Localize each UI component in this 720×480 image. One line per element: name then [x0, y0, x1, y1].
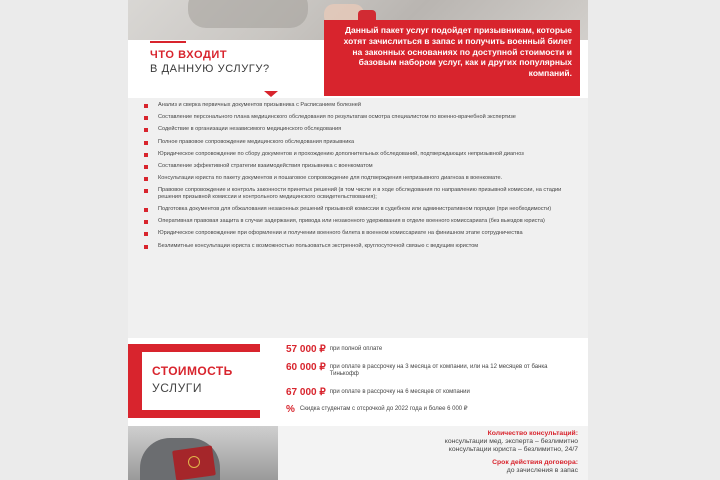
price-title-line1: СТОИМОСТЬ: [152, 364, 233, 378]
list-item-text: Составление эффективной стратегии взаимодействия призывника с военкоматом: [158, 162, 373, 169]
bullet-icon: [144, 153, 148, 157]
list-item-text: Содействие в организации независимого медицинского обследования: [158, 126, 342, 133]
list-item-text: Юридическое сопровождение при оформлении и получении военного билета в военном комиссариате на финишном этапе сотрудничества: [158, 230, 523, 237]
bullet-icon: [144, 208, 148, 212]
list-item: [144, 230, 574, 237]
price-amount: 60 000 ₽: [286, 362, 326, 373]
consult-heading: Количество консультаций:: [487, 430, 578, 437]
list-item: [144, 151, 574, 158]
included-heading: [128, 40, 324, 90]
list-item-text: Составление персонального плана медицинского обследования по результатам осмотра специалистом по военно-врачебной экспертизе: [158, 114, 516, 121]
list-item: [144, 206, 574, 213]
services-list: [128, 98, 588, 338]
term-line: до зачисления в запас: [506, 466, 578, 474]
contract-info: [288, 430, 578, 475]
bullet-icon: [144, 177, 148, 181]
price-row: [286, 387, 578, 398]
list-item-text: Полное правовое сопровождение медицинского обследования призывника: [158, 138, 355, 145]
bullet-icon: [144, 245, 148, 249]
price-amount: 57 000 ₽: [286, 344, 326, 355]
price-description: при оплате в рассрочку на 3 месяца от компании, или на 12 месяцев от банка Тинькофф: [329, 364, 548, 377]
list-item: [144, 243, 574, 250]
bullet-icon: [144, 128, 148, 132]
price-row: [286, 362, 578, 378]
bullet-icon: [144, 104, 148, 108]
bullet-icon: [144, 116, 148, 120]
list-item-text: Подготовка документов для обжалования незаконных решений призывной комиссии в судебном или административном порядке (при необходимости): [158, 206, 552, 213]
price-row: [286, 344, 578, 355]
consult-line: консультации мед. эксперта – безлимитно: [444, 438, 578, 446]
emblem-icon: [188, 456, 200, 468]
photo-shape: [188, 0, 308, 28]
discount-text: Скидка студентам с отсрочкой до 2022 года и более 6 000 ₽: [299, 406, 468, 412]
list-item: [144, 126, 574, 133]
bottom-photo: [128, 426, 278, 480]
list-item-text: Правовое сопровождение и контроль законности принятых решений (в том числе и в ходе обследования по направлению призывной комиссии, на стадии решения призывной комиссии и контрольного медицинского освидетельствования);: [158, 187, 562, 200]
bottom-section: [128, 426, 588, 480]
discount-row: [286, 404, 578, 415]
list-item-text: Оперативная правовая защита в случае задержания, привода или незаконного удерживания в отделе военного комиссариата (без выездов юриста): [158, 218, 545, 225]
bullet-icon: [144, 220, 148, 224]
price-title-line2: УСЛУГИ: [152, 381, 203, 395]
list-item-text: Консультации юриста по пакету документов и пошаговое сопровождение для подтверждения непризывного диагноза в военкомате.: [158, 175, 503, 182]
list-item: [144, 102, 574, 109]
price-amount: 67 000 ₽: [286, 387, 326, 398]
intro-box: [324, 20, 580, 96]
list-item: [144, 163, 574, 170]
price-block: [128, 338, 588, 426]
heading-rule: [150, 41, 186, 43]
list-item-text: Безлимитные консультации юриста с возможностью пользоваться экстренной, круглосуточной связью с ведущим юристом: [158, 242, 479, 249]
price-description: при полной оплате: [329, 346, 383, 352]
consult-line: консультации юриста – безлимитно, 24/7: [448, 446, 578, 454]
intro-text: Данный пакет услуг подойдет призывникам, которые хотят зачислиться в запас и получить военный билет на законных основаниях по доступной стоимости и базовым набором услуг, как и других популярных компаний.: [343, 25, 572, 79]
list-item: [144, 114, 574, 121]
list-item: [144, 175, 574, 182]
term-heading: Срок действия договора:: [492, 458, 578, 466]
price-heading: [142, 352, 266, 410]
percent-icon: %: [286, 404, 295, 415]
down-arrow-icon: [264, 91, 278, 97]
list-item-text: Юридическое сопровождение по сбору документов и прохождению дополнительных обследований, подтверждающих непризывной диагноз: [158, 150, 524, 157]
list-item: [144, 218, 574, 225]
brochure-page: [128, 0, 588, 480]
bullet-icon: [144, 232, 148, 236]
bullet-icon: [144, 189, 148, 193]
included-title-line2: В ДАННУЮ УСЛУГУ?: [150, 63, 270, 75]
list-item-text: Анализ и сверка первичных документов призывника с Расписанием болезней: [158, 102, 361, 108]
price-description: при оплате в рассрочку на 6 месяцев от компании: [329, 389, 470, 395]
bullet-icon: [144, 165, 148, 169]
bullet-icon: [144, 141, 148, 145]
list-item: [144, 187, 574, 200]
list-item: [144, 139, 574, 146]
included-title-line1: ЧТО ВХОДИТ: [150, 49, 228, 61]
